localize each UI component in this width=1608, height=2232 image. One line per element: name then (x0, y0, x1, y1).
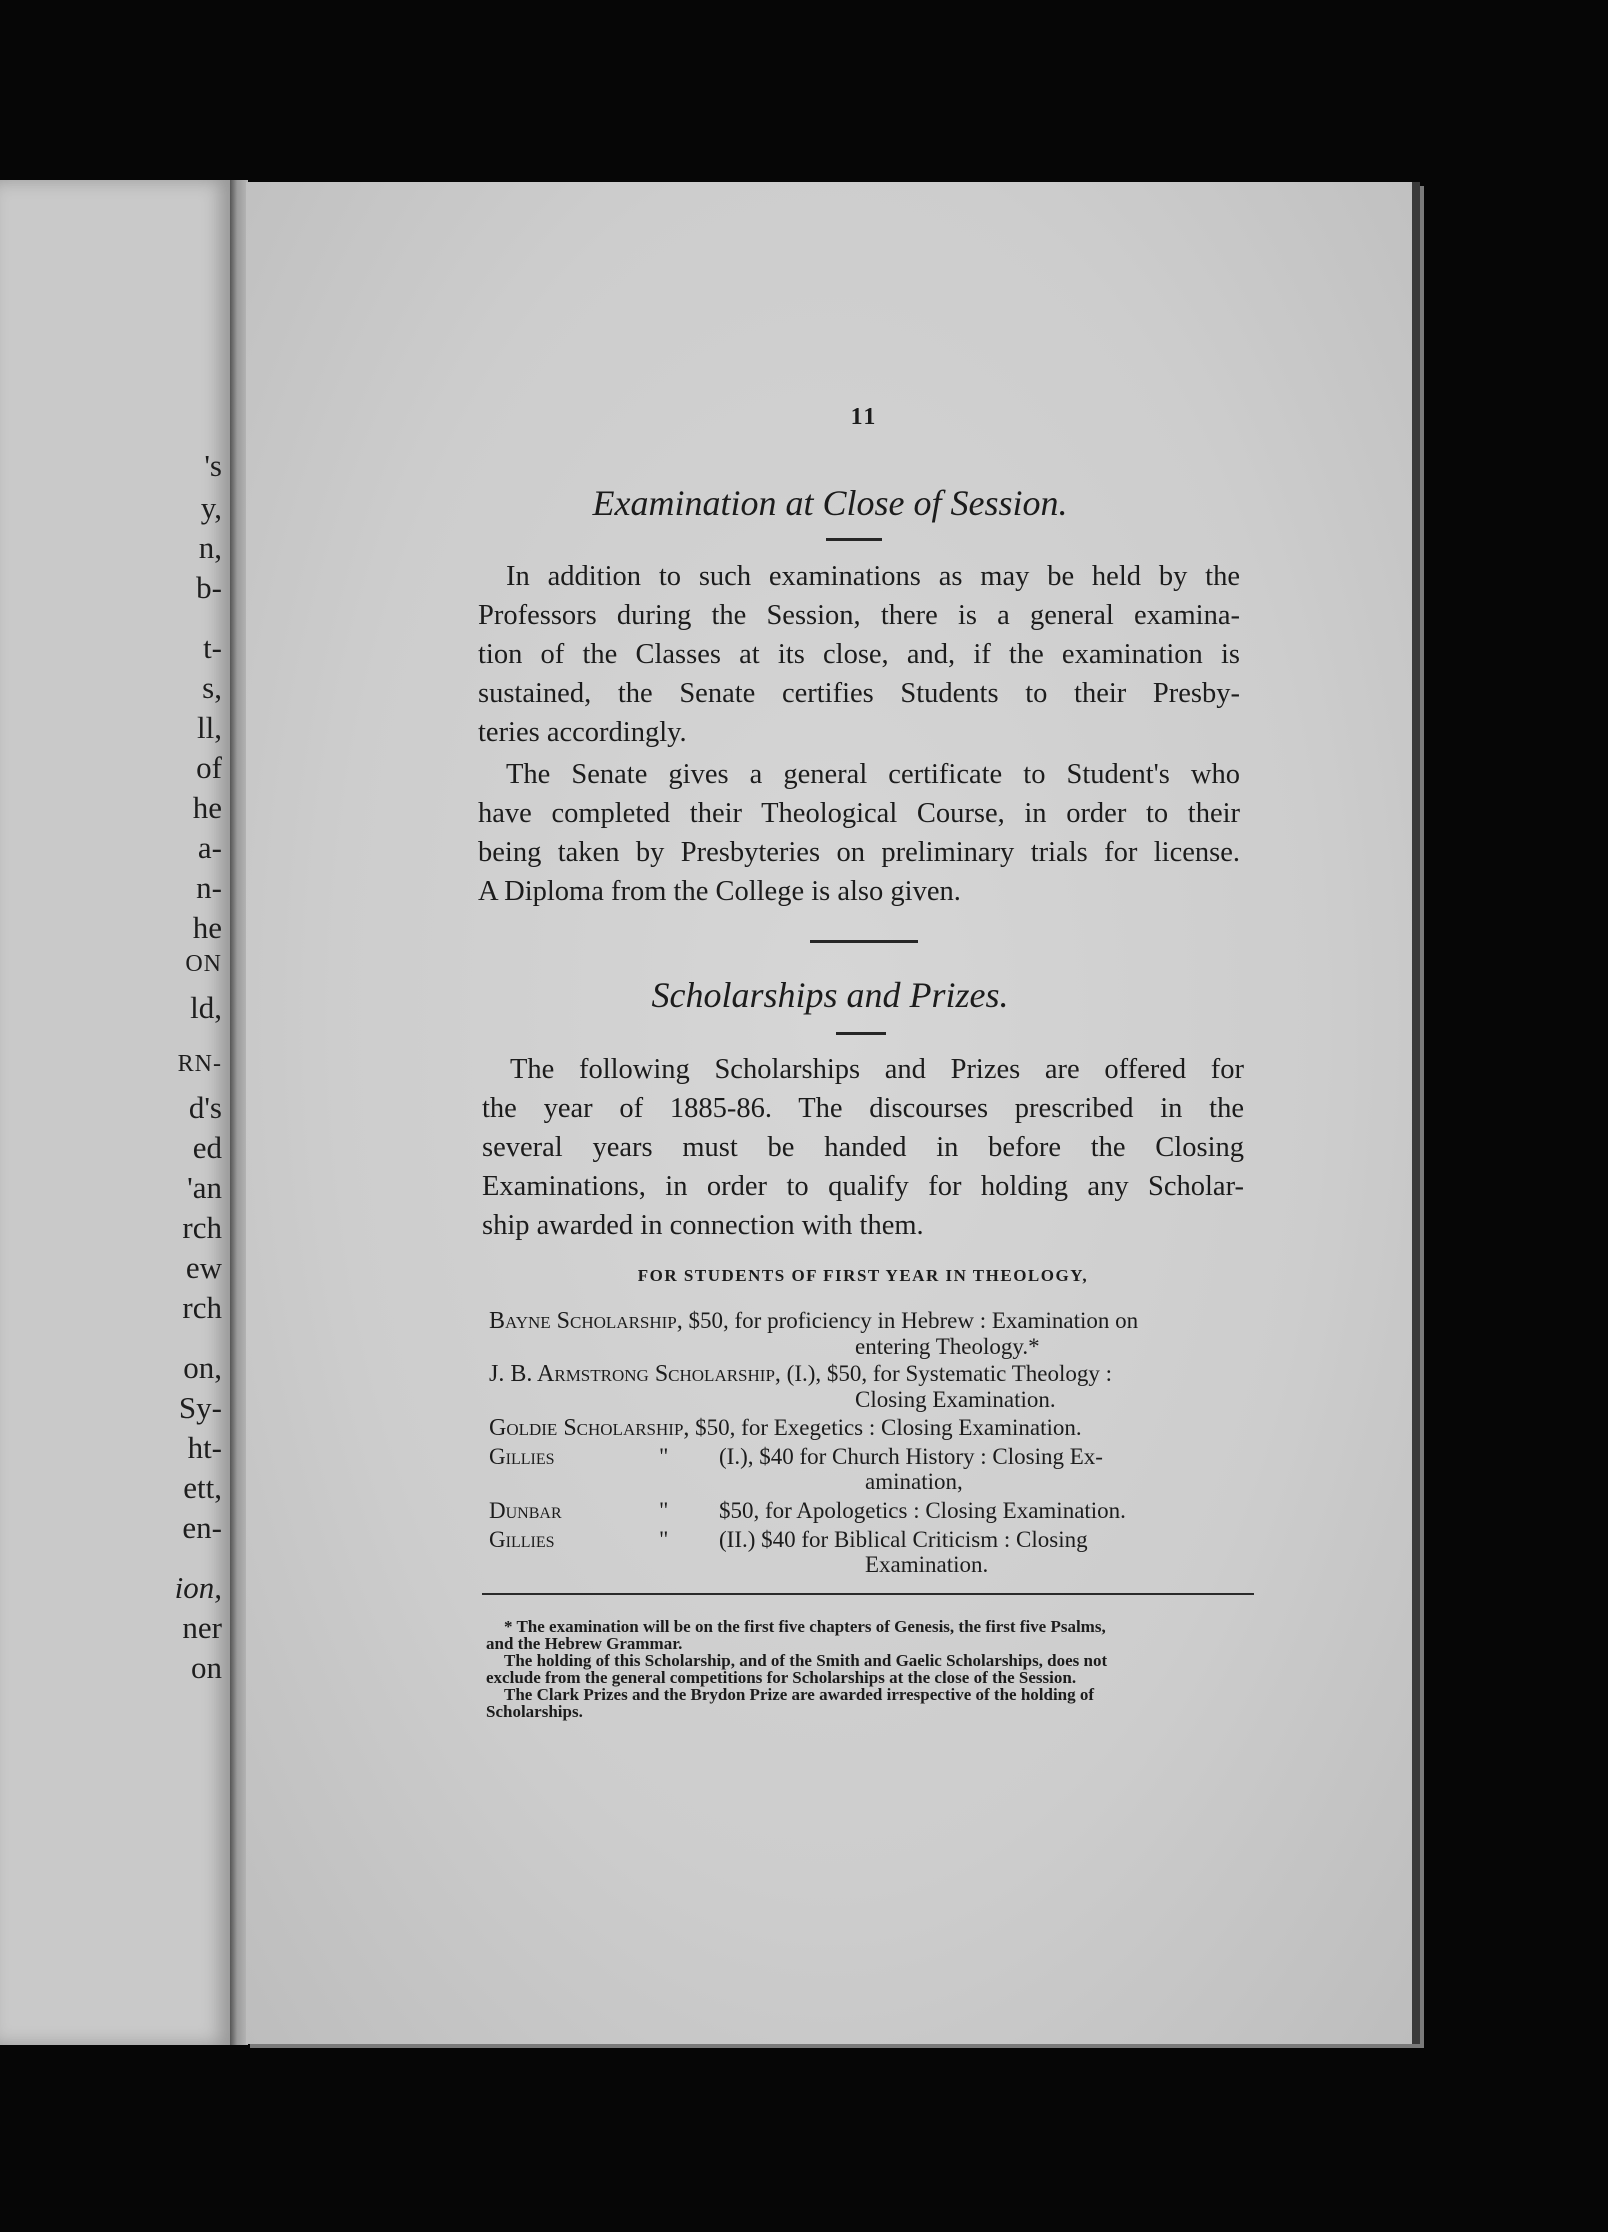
text-line: sustained, the Senate certifies Students to their Presby- (478, 678, 1240, 709)
left-page-text-fragment: ht- (187, 1430, 222, 1465)
footnote-line: exclude from the general competitions for Scholarships at the close of the Session. (486, 1668, 1077, 1687)
left-page-fragment (0, 180, 233, 2045)
scholarship-detail: $50, for Apologetics : Closing Examination. (719, 1498, 1126, 1523)
left-page-text-fragment: ett, (183, 1470, 222, 1505)
left-page-text-fragment: ner (182, 1610, 222, 1645)
left-page-text-fragment: n, (198, 530, 222, 565)
text-line: being taken by Presbyteries on preliminary trials for license. (478, 837, 1240, 868)
entry-armstrong-scholarship (489, 1361, 1249, 1412)
left-page-text-fragment: n- (196, 870, 222, 905)
scholarship-detail-cont: Examination. (865, 1552, 989, 1577)
heading-rule (836, 1032, 886, 1035)
left-page-text-fragment: 'an (187, 1170, 222, 1205)
footnote-line: and the Hebrew Grammar. (486, 1634, 683, 1653)
text-line: The Senate gives a general certificate to Student's who (506, 759, 1240, 790)
section-heading-scholarships: Scholarships and Prizes. (651, 975, 1009, 1015)
footnote-line: The holding of this Scholarship, and of the Smith and Gaelic Scholarships, does not (504, 1651, 1108, 1670)
scholarship-name: Bayne Scholarship, (489, 1308, 683, 1334)
left-page-text-fragment: ON (185, 951, 222, 977)
left-page-text-fragment: ion, (174, 1570, 222, 1605)
footnote-rule (482, 1593, 1254, 1595)
left-page-text-fragment: of (196, 750, 222, 785)
section-heading-examination: Examination at Close of Session. (592, 483, 1068, 523)
text-line: In addition to such examinations as may be held by the (506, 561, 1240, 592)
text-line: ship awarded in connection with them. (482, 1210, 924, 1241)
footnote-line: Scholarships. (486, 1702, 583, 1721)
entry-dunbar-scholarship (489, 1498, 1249, 1523)
entry-gillies-scholarship-2 (489, 1527, 1249, 1577)
left-page-text-fragment: rch (182, 1210, 222, 1245)
scholarship-detail: $50, for proficiency in Hebrew : Examination on (688, 1308, 1139, 1333)
page-number: 11 (850, 404, 878, 430)
entry-gillies-scholarship-1 (489, 1444, 1249, 1494)
text-line: tion of the Classes at its close, and, if the examination is (478, 639, 1240, 670)
subheading-first-year: FOR STUDENTS OF FIRST YEAR IN THEOLOGY, (637, 1266, 1089, 1285)
text-line: Professors during the Session, there is a general examina- (478, 600, 1240, 631)
scholarship-name: Dunbar (489, 1498, 562, 1523)
left-page-text-fragment: he (192, 910, 222, 945)
left-page-text-fragment: d's (188, 1090, 222, 1125)
text-line: A Diploma from the College is also given. (478, 876, 961, 907)
left-page-text-fragment: en- (182, 1510, 222, 1545)
scholarship-name: Gillies (489, 1444, 555, 1469)
entry-bayne-scholarship (489, 1308, 1249, 1359)
scholarship-name: Goldie Scholarship, (489, 1415, 690, 1441)
section-divider (810, 940, 918, 943)
footnote-line: The Clark Prizes and the Brydon Prize are awarded irrespective of the holding of (504, 1685, 1095, 1704)
footnotes (486, 1618, 1248, 1720)
ditto-mark: " (659, 1444, 669, 1469)
scholarship-detail: $50, for Exegetics : Closing Examination. (695, 1415, 1082, 1440)
left-page-text-fragment: a- (197, 830, 222, 865)
text-line: several years must be handed in before the Closing (482, 1132, 1244, 1163)
text-line: Examinations, in order to qualify for holding any Scholar- (482, 1171, 1244, 1202)
left-page-text-fragment: t- (203, 630, 222, 665)
scholarship-name: Gillies (489, 1527, 555, 1552)
scholarship-name: J. B. Armstrong Scholarship, (489, 1361, 781, 1387)
text-line: the year of 1885-86. The discourses prescribed in the (482, 1093, 1244, 1124)
scholarship-detail: (I.), $50, for Systematic Theology : (786, 1361, 1113, 1386)
left-page-text-fragment: ld, (190, 990, 222, 1025)
footnote-line: * The examination will be on the first five chapters of Genesis, the first five Psalms, (504, 1617, 1106, 1636)
paragraph-examination (478, 557, 1240, 752)
scholarship-detail: (II.) $40 for Biblical Criticism : Closing (719, 1527, 1088, 1552)
left-page-text-fragment: ll, (197, 710, 222, 745)
left-page-text-fragment: on, (183, 1350, 222, 1385)
left-page-text-fragment: 's (204, 448, 222, 483)
left-page-text-fragment: rch (182, 1290, 222, 1325)
text-line: The following Scholarships and Prizes are offered for (510, 1054, 1244, 1085)
scholarship-detail: (I.), $40 for Church History : Closing Ex- (719, 1444, 1103, 1469)
left-page-text-fragment: b- (196, 570, 222, 605)
left-page-text-fragment: y, (200, 490, 222, 525)
text-line: teries accordingly. (478, 717, 687, 748)
left-page-text-fragment: on (191, 1650, 222, 1685)
ditto-mark: " (659, 1498, 669, 1523)
left-page-text-fragment: s, (202, 670, 222, 705)
scholarship-detail-cont: entering Theology.* (855, 1334, 1040, 1359)
left-page-text-fragment: ew (185, 1250, 222, 1285)
text-line: have completed their Theological Course, in order to their (478, 798, 1240, 829)
paragraph-certificate (478, 755, 1240, 911)
paragraph-scholarships (482, 1050, 1244, 1245)
left-page-text-fragment: RN- (177, 1051, 222, 1077)
left-page-text-fragment: he (192, 790, 222, 825)
left-page-text-fragment: Sy- (178, 1390, 222, 1425)
main-page (246, 182, 1420, 2044)
scholarship-detail-cont: amination, (865, 1469, 963, 1494)
ditto-mark: " (659, 1527, 669, 1552)
scholarship-detail-cont: Closing Examination. (855, 1387, 1056, 1412)
entry-goldie-scholarship (489, 1415, 1249, 1441)
heading-rule (826, 538, 882, 541)
left-page-text-fragment: ed (192, 1130, 222, 1165)
